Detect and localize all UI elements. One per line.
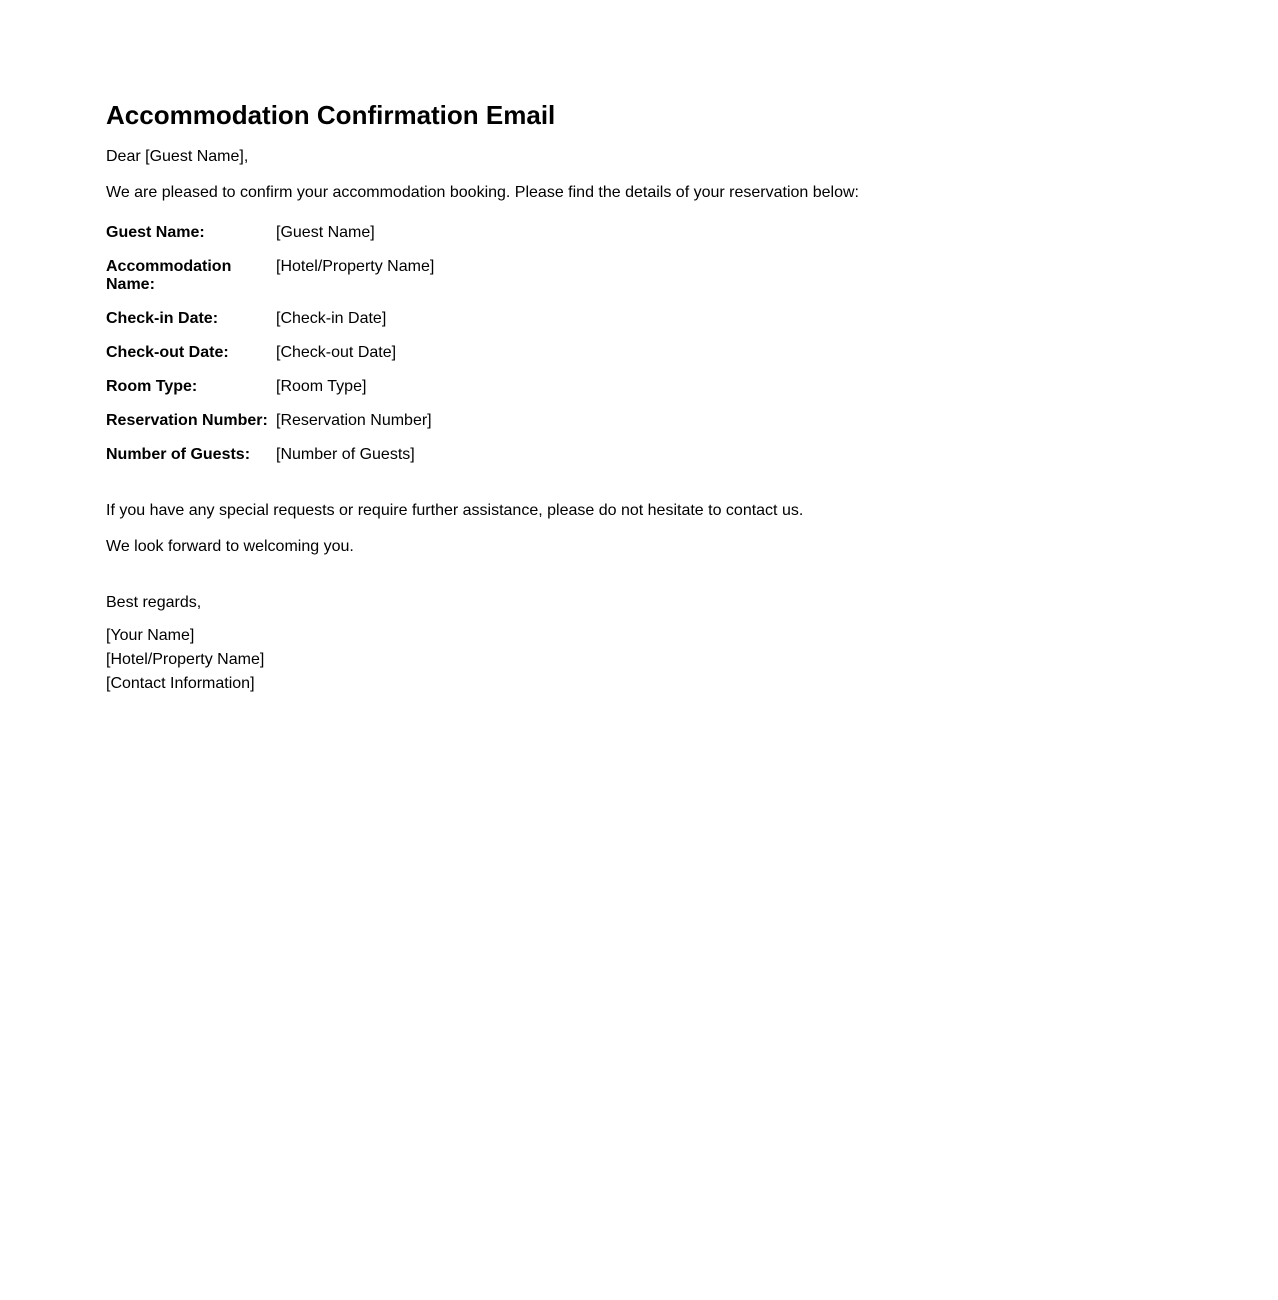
detail-value: [Number of Guests]: [276, 446, 415, 463]
detail-value: [Room Type]: [276, 378, 367, 395]
signature-contact: [Contact Information]: [106, 675, 255, 692]
table-row: [106, 412, 442, 446]
page-title: Accommodation Confirmation Email: [106, 100, 556, 130]
detail-label: Reservation Number:: [106, 412, 268, 429]
closing-line: We look forward to welcoming you.: [106, 538, 354, 555]
assistance-paragraph: If you have any special requests or require further assistance, please do not hesitate to contact us.: [106, 502, 804, 519]
table-row: [106, 446, 442, 480]
detail-label: Check-in Date:: [106, 310, 219, 327]
signature: [106, 624, 1106, 696]
detail-value: [Hotel/Property Name]: [276, 258, 435, 275]
greeting: Dear [Guest Name],: [106, 148, 249, 165]
detail-label: Guest Name:: [106, 224, 205, 241]
regards: Best regards,: [106, 594, 202, 611]
detail-label: Room Type:: [106, 378, 198, 395]
detail-value: [Check-in Date]: [276, 310, 387, 327]
email-document: [106, 98, 1106, 696]
table-row: [106, 344, 442, 378]
signature-name: [Your Name]: [106, 627, 195, 644]
table-row: [106, 224, 442, 258]
table-row: [106, 310, 442, 344]
signature-property: [Hotel/Property Name]: [106, 651, 265, 668]
reservation-details-table: [106, 224, 442, 480]
detail-value: [Check-out Date]: [276, 344, 397, 361]
detail-label: Accommodation Name:: [106, 258, 232, 293]
table-row: [106, 378, 442, 412]
table-row: [106, 258, 442, 310]
detail-label: Number of Guests:: [106, 446, 251, 463]
intro-paragraph: We are pleased to confirm your accommodation booking. Please find the details of your reservation below:: [106, 184, 859, 201]
detail-value: [Reservation Number]: [276, 412, 432, 429]
detail-label: Check-out Date:: [106, 344, 229, 361]
detail-value: [Guest Name]: [276, 224, 375, 241]
